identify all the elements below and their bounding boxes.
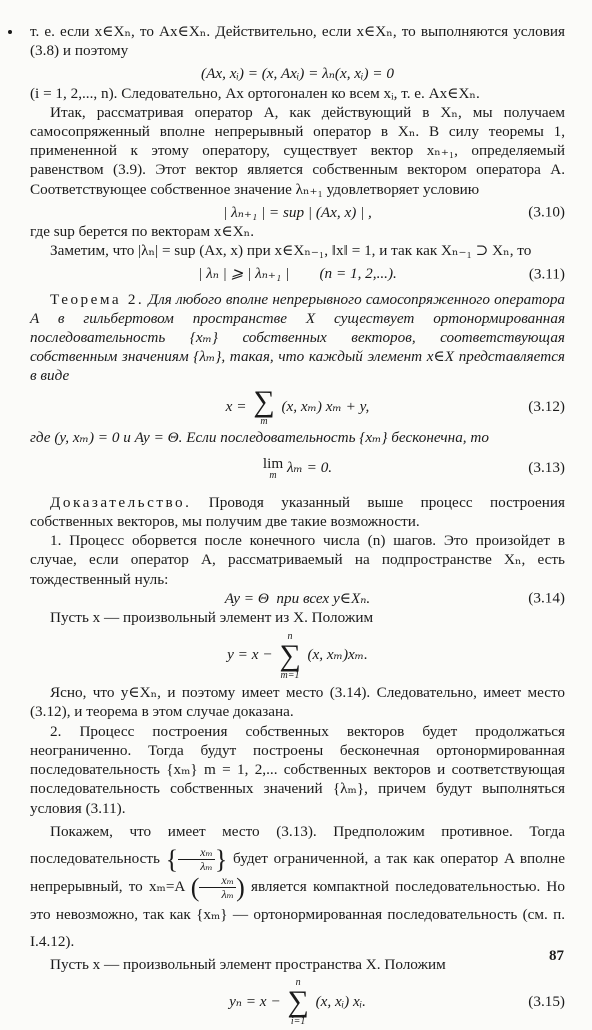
equation-number: (3.14) xyxy=(528,589,565,607)
equation-number: (3.11) xyxy=(528,265,565,283)
fraction-x-over-lambda-2: $\frac{\text{xₘ}}{\text{λₘ}}$ xyxy=(199,874,236,901)
theorem-statement: Для любого вполне непрерывного самосопряженного оператора A в гильбертовом пространстве X существует ортонормированная последовательность {xₘ} собственных векторов, соответствующая собственным значениям {λₘ}, такая, что каждый элемент x∈X представляется в виде xyxy=(30,290,566,385)
proof-intro: Проводя указанный выше процесс построения собственных векторов, мы получим две такие возможности. xyxy=(30,493,565,531)
limit-symbol: lim m xyxy=(262,454,284,481)
paragraph-2: (i = 1, 2,..., n). Следовательно, Ax ортогонален ко всем xᵢ, т. е. Ax∈Xₙ. xyxy=(30,84,480,102)
equation-3-15: yₙ = x − n ∑ i=1 (x, xᵢ) xᵢ. (3.15) xyxy=(30,974,565,1030)
equation-3-13: lim m λₘ = 0. (3.13) xyxy=(30,447,565,489)
paragraph-10: 2. Процесс построения собственных векторов будет продолжаться неограниченно. Тогда будут построены бесконечная ортонормированная последовательность {xₘ} m = 1, 2,... собственных векторов и соответствующая последовательность собственных значений {λₘ}, причем будут выполняться условия (3.11). xyxy=(30,722,565,817)
summation-symbol: ∑ m xyxy=(253,384,275,427)
page-number: 87 xyxy=(549,947,564,964)
proof xyxy=(30,493,565,531)
equation-number: (3.15) xyxy=(528,992,565,1010)
summation-symbol: n ∑ i=1 xyxy=(287,977,309,1028)
margin-dot xyxy=(8,30,12,34)
equation-number: (3.10) xyxy=(528,203,565,221)
equation-number: (3.12) xyxy=(528,397,565,415)
paragraph-4: где sup берется по векторам x∈Xₙ. xyxy=(30,223,255,241)
proof-heading: Доказательство. xyxy=(50,493,192,511)
paragraph-11: Покажем, что имеет место (3.13). Предположим противное. Тогда последовательность { $\frac{\text{xₘ}}{\text{λₘ}}$ } будет ограниченной, а так как оператор A вполне непрерывный, то xₘ=A ( $\frac{\text{xₘ}}{\text{λₘ}}$ ) является компактной последовательностью. Но это невозможно, так как {xₘ} — ортонормированная последовательность (см. п. I.4.12). xyxy=(30,822,565,950)
paragraph-1: т. е. если x∈Xₙ, то Ax∈Xₙ. Действительно, если x∈Xₙ, то выполняются условия (3.8) и поэтому xyxy=(30,23,565,60)
paragraph-3: Итак, рассматривая оператор A, как действующий в Xₙ, мы получаем самосопряженный вполне непрерывный оператор в Xₙ. В силу теоремы 1, примененной к этому оператору, существует вектор xₙ₊₁, определяемый равенством (3.9). Этот вектор является собственным вектором оператора A. Соответствующее собственное значение λₙ₊₁ удовлетворяет условию xyxy=(30,103,565,198)
equation-3-12: x = ∑ m (x, xₘ) xₘ + y, (3.12) xyxy=(225,384,565,427)
paragraph-7: 1. Процесс оборвется после конечного числа (n) шагов. Это произойдет в случае, если оператор A, рассматриваемый на подпространстве Xₙ, есть тождественный нуль: xyxy=(30,532,565,588)
paragraph-12: Пусть x — произвольный элемент пространства X. Положим xyxy=(50,955,446,973)
summation-symbol: n ∑ m=1 xyxy=(279,630,301,681)
page-body xyxy=(30,22,565,1030)
fraction-x-over-lambda: $\frac{\text{xₘ}}{\text{λₘ}}$ xyxy=(178,846,215,873)
equation-y-definition: y = x − n ∑ m=1 (x, xₘ)xₘ. xyxy=(227,630,368,681)
paragraph-9: Ясно, что y∈Xₙ, и поэтому имеет место (3.14). Следовательно, имеет место (3.12), и теорема в этом случае доказана. xyxy=(30,684,565,721)
theorem-2 xyxy=(30,290,565,386)
equation-number: (3.13) xyxy=(528,458,565,476)
equation-3-11: | λₙ | ⩾ | λₙ₊₁ | (n = 1, 2,...). (3.11) xyxy=(198,265,565,283)
paragraph-8: Пусть x — произвольный элемент из X. Положим xyxy=(50,609,374,627)
paragraph-6: где (y, xₘ) = 0 и Ay = Θ. Если последовательность {xₘ} бесконечна, то xyxy=(30,428,489,446)
theorem-heading: Теорема 2. xyxy=(50,290,145,308)
equation-inner-product: (Ax, xᵢ) = (x, Axᵢ) = λₙ(x, xᵢ) = 0 xyxy=(201,65,394,83)
equation-3-14: Ay = Θ при всех y∈Xₙ. (3.14) xyxy=(224,589,565,607)
paragraph-5: Заметим, что |λₙ| = sup (Ax, x) при x∈Xₙ₋₁, ‖x‖ = 1, и так как Xₙ₋₁ ⊃ Xₙ, то xyxy=(50,242,532,260)
equation-3-10: | λₙ₊₁ | = sup | (Ax, x) | , (3.10) xyxy=(223,203,565,221)
